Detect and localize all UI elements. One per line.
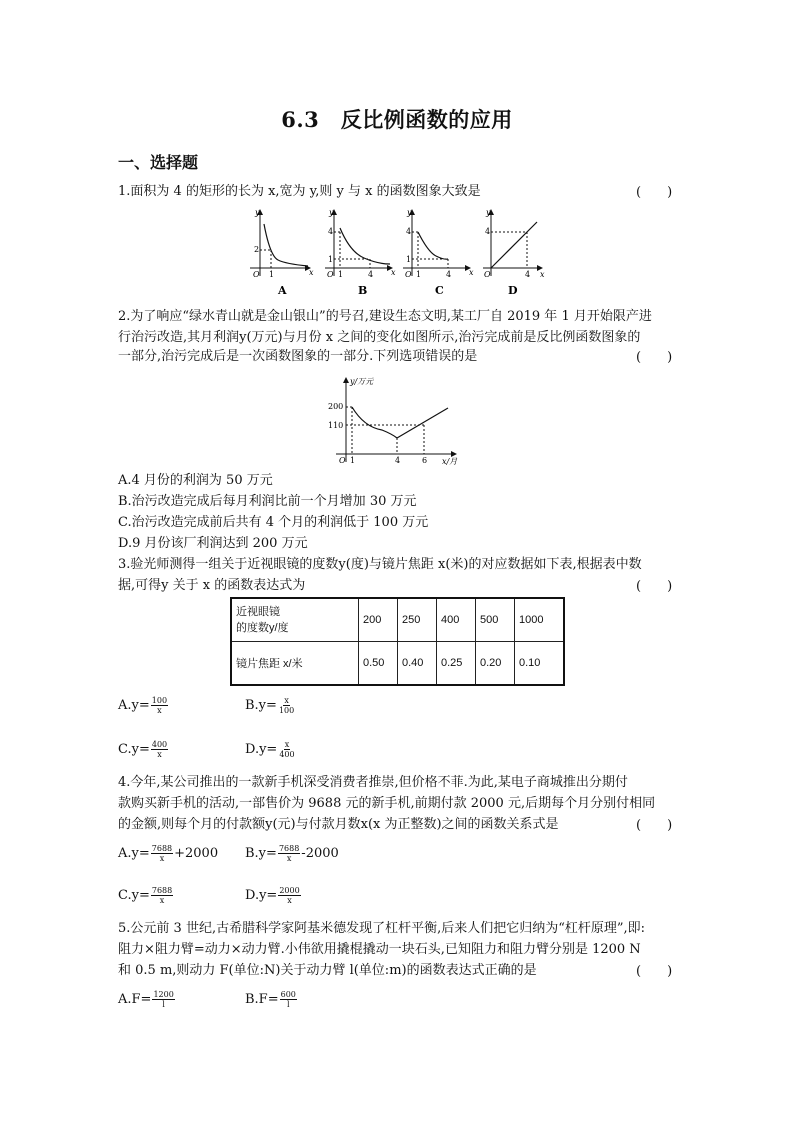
graph-a-label: A [278, 284, 287, 297]
table-cell: 400 [437, 598, 476, 642]
graph-d-xlabel: x [540, 270, 545, 279]
q2-ytick-110: 110 [328, 421, 344, 430]
graph-c-ytick-1: 1 [406, 255, 412, 264]
q3-stem-line2: 据,可得y 关于 x 的函数表达式为 [118, 578, 306, 593]
q3-row2-header: 镜片焦距 x/米 [231, 642, 359, 686]
graph-c-xtick-4: 4 [446, 270, 452, 279]
q2-option-c: C.治污改造完成前后共有 4 个月的利润低于 100 万元 [118, 515, 429, 530]
q1-graphs [240, 204, 560, 300]
table-cell: 500 [476, 598, 515, 642]
q5-stem-line1: 5.公元前 3 世纪,古希腊科学家阿基米德发现了杠杆平衡,后来人们把它归纳为“杠杆原理”,即: [118, 921, 646, 936]
q2-stem-line1: 2.为了响应“绿水青山就是金山银山”的号召,建设生态文明,某工厂自 2019 年 1 月开始限产进 [118, 309, 652, 324]
graph-c-label: C [435, 284, 444, 297]
graph-d-ylabel: y [486, 208, 491, 217]
graph-a-xtick: 1 [269, 270, 275, 279]
graph-b-ytick-4: 4 [328, 227, 334, 236]
q2-xlabel: x/月 [442, 457, 458, 466]
graph-d-line [491, 222, 537, 268]
table-cell: 0.20 [476, 642, 515, 686]
graph-a-ytick: 2 [254, 245, 260, 254]
graph-a [250, 208, 314, 297]
table-cell: 0.25 [437, 642, 476, 686]
table-cell: 250 [398, 598, 437, 642]
q3-option-d: D.y= $\frac{x}{400}$ [245, 740, 295, 759]
q2-option-a: A.4 月份的利润为 50 万元 [118, 473, 273, 488]
q1-answer-bracket: ( ) [636, 185, 673, 200]
section-heading: 一、选择题 [118, 153, 199, 172]
q2-inverse-curve [352, 407, 397, 438]
q4-option-d: D.y= $\frac{2000}{x}$ [245, 886, 300, 905]
graph-b-xtick-1: 1 [338, 270, 344, 279]
graph-b-xlabel: x [391, 268, 396, 277]
q2-ylabel: y/万元 [350, 377, 374, 386]
q3-table-row-focal [231, 642, 564, 686]
table-cell: 0.50 [359, 642, 398, 686]
graph-c-ytick-4: 4 [406, 227, 412, 236]
table-cell: 0.10 [515, 642, 565, 686]
q2-profit-chart [322, 372, 462, 468]
graph-b-ylabel: y [329, 208, 334, 217]
q5-option-a: A.F= $\frac{1200}{l}$ [118, 990, 174, 1009]
q2-xtick-1: 1 [350, 456, 356, 465]
graph-b-ytick-1: 1 [328, 255, 334, 264]
q3-option-a: A.y= $\frac{100}{x}$ [118, 696, 168, 715]
q4-stem-line3: 的金额,则每个月的付款额y(元)与付款月数x(x 为正整数)之间的函数关系式是 [118, 817, 559, 832]
q3-table-wrapper [230, 597, 565, 686]
q3-answer-bracket: ( ) [636, 579, 673, 594]
graph-c-curve [418, 232, 448, 259]
q4-stem-line1: 4.今年,某公司推出的一款新手机深受消费者推崇,但价格不菲.为此,某电子商城推出分期付 [118, 775, 628, 790]
q3-table-row-degree [231, 598, 564, 642]
graph-b-origin: O [327, 270, 334, 279]
q4-option-a: A.y= $\frac{7688}{x}$ +2000 [118, 844, 219, 863]
q4-option-b: B.y= $\frac{7688}{x}$ -2000 [245, 844, 339, 863]
q3-row1-header: 近视眼镜 的度数y/度 [231, 598, 359, 642]
graph-a-origin: O [253, 270, 260, 279]
graph-c-xlabel: x [469, 268, 474, 277]
q2-option-b: B.治污改造完成后每月利润比前一个月增加 30 万元 [118, 494, 417, 509]
q4-stem-line2: 款购买新手机的活动,一部售价为 9688 元的新手机,前期付款 2000 元,后期每个月分别付相同 [118, 796, 656, 811]
q2-option-d: D.9 月份该厂利润达到 200 万元 [118, 536, 308, 551]
q5-stem-line3: 和 0.5 m,则动力 F(单位:N)关于动力臂 l(单位:m)的函数表达式正确的是 [118, 963, 537, 978]
graph-c [403, 208, 474, 297]
q3-stem-line1: 3.验光师测得一组关于近视眼镜的度数y(度)与镜片焦距 x(米)的对应数据如下表,根据表中数 [118, 557, 642, 572]
graph-b-xtick-4: 4 [368, 270, 374, 279]
q2-xtick-4: 4 [395, 456, 401, 465]
graph-d-origin: O [484, 270, 491, 279]
page-title: 6.3 反比例函数的应用 [281, 107, 513, 132]
q2-linear-segment [397, 408, 448, 438]
q5-answer-bracket: ( ) [636, 964, 673, 979]
table-cell: 200 [359, 598, 398, 642]
q3-data-table [230, 597, 565, 686]
graph-b-label: B [358, 284, 368, 297]
q1-stem: 1.面积为 4 的矩形的长为 x,宽为 y,则 y 与 x 的函数图象大致是 [118, 184, 481, 199]
q3-option-b: B.y= $\frac{x}{100}$ [245, 696, 295, 715]
q3-option-c: C.y= $\frac{400}{x}$ [118, 740, 168, 759]
q4-answer-bracket: ( ) [636, 818, 673, 833]
q2-xtick-6: 6 [422, 456, 428, 465]
graph-a-xlabel: x [309, 268, 314, 277]
graph-d-ytick: 4 [485, 227, 491, 236]
graph-c-xtick-1: 1 [416, 270, 422, 279]
q5-stem-line2: 阻力×阻力臂=动力×动力臂.小伟欲用撬棍撬动一块石头,已知阻力和阻力臂分别是 1200 N [118, 942, 641, 957]
q2-origin: O [339, 456, 346, 465]
graph-d [483, 208, 545, 297]
q2-stem-line3: 一部分,治污完成后是一次函数图象的一部分.下列选项错误的是 [118, 349, 478, 364]
q4-option-c: C.y= $\frac{7688}{x}$ [118, 886, 173, 905]
graph-c-origin: O [405, 270, 412, 279]
table-cell: 0.40 [398, 642, 437, 686]
q2-stem-line2: 行治污改造,其月利润y(万元)与月份 x 之间的变化如图所示,治污完成前是反比例函数图象的 [118, 330, 641, 345]
graph-d-xtick: 4 [525, 270, 531, 279]
q2-answer-bracket: ( ) [636, 350, 673, 365]
q2-ytick-200: 200 [328, 402, 344, 411]
graph-d-label: D [508, 284, 518, 297]
graph-b [325, 208, 396, 297]
q5-option-b: B.F= $\frac{600}{l}$ [245, 990, 296, 1009]
graph-c-ylabel: y [407, 208, 412, 217]
table-cell: 1000 [515, 598, 565, 642]
graph-a-ylabel: y [255, 208, 260, 217]
